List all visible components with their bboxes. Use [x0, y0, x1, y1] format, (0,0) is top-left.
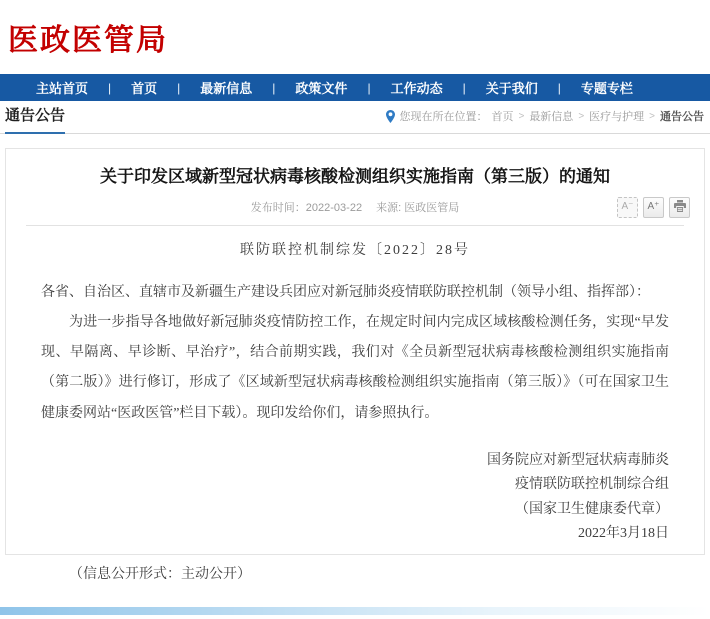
nav-item-work-updates[interactable]: 工作动态 — [390, 81, 443, 96]
breadcrumb — [386, 108, 704, 133]
nav-separator: | — [177, 80, 181, 95]
breadcrumb-label: 您现在所在位置： — [399, 111, 488, 123]
disclosure-note: （信息公开形式：主动公开） — [69, 566, 251, 582]
publish-time: 2022-03-22 — [305, 201, 363, 214]
document-body — [6, 226, 704, 583]
font-decrease-button[interactable]: A⁻ — [617, 197, 638, 218]
nav-separator: | — [367, 80, 371, 95]
nav-item-about-us[interactable]: 关于我们 — [485, 81, 538, 96]
document-paragraphs — [41, 278, 669, 428]
breadcrumb-item-home[interactable]: 首页 — [491, 111, 514, 123]
breadcrumb-separator: > — [578, 110, 585, 122]
signature-line: （国家卫生健康委代章） — [515, 501, 669, 517]
document-number: 联防联控机制综发〔2022〕28号 — [240, 242, 470, 258]
breadcrumb-item-latest-news[interactable]: 最新信息 — [529, 111, 574, 123]
nav-item-home[interactable]: 首页 — [131, 81, 158, 96]
nav-separator: | — [108, 80, 112, 95]
section-title: 通告公告 — [5, 104, 65, 134]
paragraph-body: 为进一步指导各地做好新冠肺炎疫情防控工作，在规定时间内完成区域核酸检测任务，实现“早发现、早隔离、早诊断、早治疗”，结合前期实践，我们对《全员新型冠状病毒核酸检测组织实施指南（第二版）》进行修订，形成了《区域新型冠状病毒核酸检测组织实施指南（第三版）》（可在国家卫生健康委网站“医政医管”栏目下载）。现印发给你们，请参照执行。 — [41, 315, 669, 421]
site-header — [0, 0, 710, 74]
paragraph-salutation: 各省、自治区、直辖市及新疆生产建设兵团应对新冠肺炎疫情联防联控机制（领导小组、指挥部）： — [41, 285, 650, 301]
font-increase-button[interactable]: A⁺ — [643, 197, 664, 218]
signature-block — [41, 449, 669, 547]
print-icon — [674, 200, 686, 215]
signature-line: 国务院应对新型冠状病毒肺炎 — [487, 452, 669, 468]
print-button[interactable] — [669, 197, 690, 218]
signature-line: 疫情联防联控机制综合组 — [515, 477, 669, 493]
breadcrumb-row — [0, 101, 710, 134]
source-value: 医政医管局 — [404, 201, 460, 214]
article-meta — [6, 197, 704, 219]
source-label: 来源: — [376, 201, 402, 214]
main-nav — [0, 74, 710, 101]
breadcrumb-separator: > — [518, 110, 525, 122]
article-tools — [617, 197, 690, 218]
nav-item-special-topics[interactable]: 专题专栏 — [580, 81, 633, 96]
nav-item-policy-documents[interactable]: 政策文件 — [295, 81, 348, 96]
nav-item-main-home[interactable]: 主站首页 — [36, 81, 89, 96]
breadcrumb-item-current: 通告公告 — [660, 111, 704, 123]
location-pin-icon — [386, 110, 395, 123]
article-container — [5, 148, 705, 582]
site-title[interactable]: 医政医管局 — [8, 24, 168, 57]
breadcrumb-separator: > — [649, 110, 655, 122]
footer-gradient-bar — [0, 607, 710, 615]
signature-date: 2022年3月18日 — [578, 526, 669, 542]
nav-separator: | — [462, 80, 466, 95]
breadcrumb-item-medical-nursing[interactable]: 医疗与护理 — [589, 111, 645, 123]
article-title: 关于印发区域新型冠状病毒核酸检测组织实施指南（第三版）的通知 — [100, 167, 610, 186]
nav-item-latest-news[interactable]: 最新信息 — [200, 81, 253, 96]
nav-separator: | — [272, 80, 276, 95]
nav-separator: | — [557, 80, 561, 95]
publish-time-label: 发布时间： — [250, 201, 306, 214]
